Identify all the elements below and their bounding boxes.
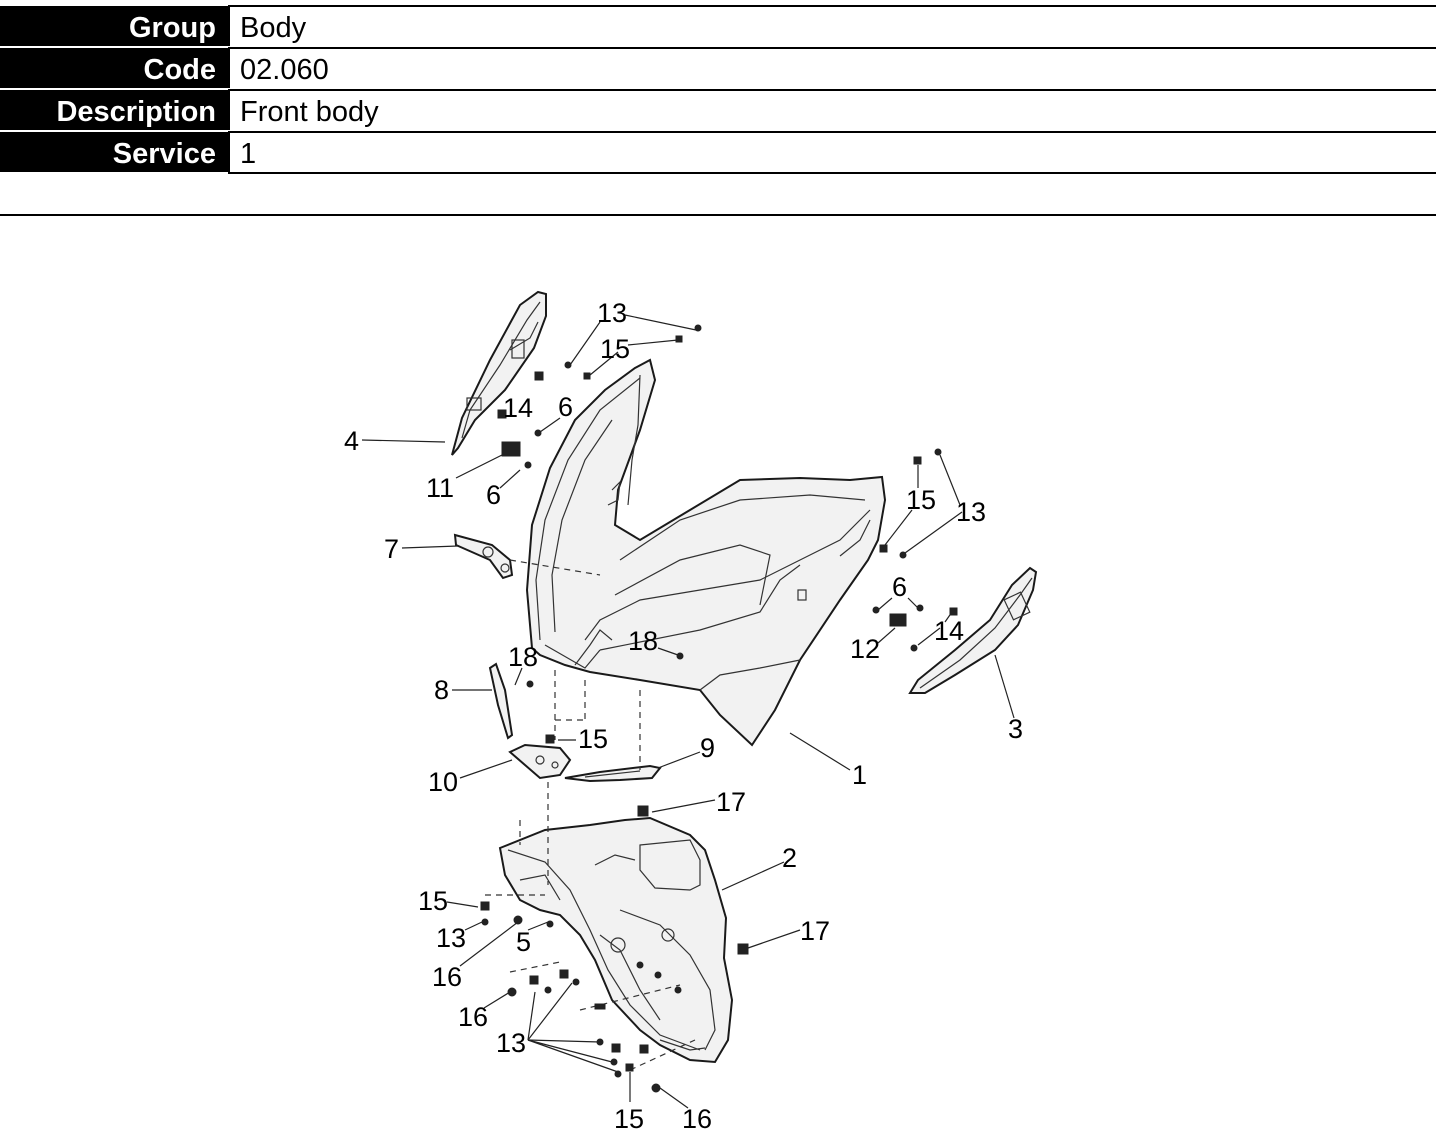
- callout-15-center: 15: [578, 724, 609, 754]
- callout-4: 4: [344, 426, 360, 456]
- callout-15-lower-left: 15: [418, 886, 449, 916]
- callout-9: 9: [700, 733, 716, 763]
- header-separator-line: [0, 214, 1436, 216]
- callout-11: 11: [426, 473, 455, 503]
- service-label: Service: [0, 132, 228, 172]
- part-10-trim-piece: [510, 745, 570, 778]
- part-info-table: [0, 5, 1436, 173]
- callout-3: 3: [1008, 714, 1024, 744]
- callout-15-top: 15: [600, 334, 631, 364]
- exploded-parts-diagram: [0, 220, 1436, 1139]
- callout-16-bottom: 16: [682, 1104, 713, 1134]
- callout-5: 5: [516, 927, 532, 957]
- diagram-drawing: [0, 220, 1436, 1139]
- group-label: Group: [0, 6, 228, 46]
- part-7-bracket: [455, 535, 512, 578]
- callout-10: 10: [428, 767, 459, 797]
- info-row-code: [0, 47, 1436, 89]
- callout-12: 12: [850, 634, 881, 664]
- callout-1: 1: [852, 760, 868, 790]
- info-row-group: [0, 5, 1436, 47]
- callout-6-left-lower: 6: [486, 480, 502, 510]
- callout-8: 8: [434, 675, 450, 705]
- callout-6-right: 6: [892, 572, 908, 602]
- description-label: Description: [0, 90, 228, 130]
- code-value: 02.060: [228, 47, 1436, 88]
- callout-13-lower-left: 13: [436, 923, 467, 953]
- description-value: Front body: [228, 89, 1436, 130]
- info-row-description: [0, 89, 1436, 131]
- callout-13-bottom: 13: [496, 1028, 527, 1058]
- callout-14-right: 14: [934, 616, 965, 646]
- service-value: 1: [228, 131, 1436, 174]
- callout-18-center: 18: [628, 626, 659, 656]
- part-9-trim-piece: [565, 766, 660, 781]
- callout-15-bottom: 15: [614, 1104, 645, 1134]
- callout-17-right: 17: [800, 916, 831, 946]
- callout-17-top: 17: [716, 787, 747, 817]
- callout-7: 7: [384, 534, 400, 564]
- part-1-main-front-body: [527, 360, 885, 745]
- callout-14-left: 14: [503, 393, 534, 423]
- callout-16-left-lower: 16: [458, 1002, 489, 1032]
- callout-15-right: 15: [906, 485, 937, 515]
- part-2-lower-inner-shield: [500, 818, 732, 1062]
- info-row-service: [0, 131, 1436, 173]
- callout-18-left: 18: [508, 642, 539, 672]
- callout-2: 2: [782, 843, 798, 873]
- callout-13-top: 13: [597, 298, 628, 328]
- code-label: Code: [0, 48, 228, 88]
- part-4-left-upper-panel: [452, 292, 546, 455]
- group-value: Body: [228, 5, 1436, 46]
- part-8-trim-strip: [490, 664, 512, 738]
- callout-6-left-upper: 6: [558, 392, 574, 422]
- callout-13-right: 13: [956, 497, 987, 527]
- part-3-right-side-panel: [910, 568, 1036, 693]
- callout-16-left-upper: 16: [432, 962, 463, 992]
